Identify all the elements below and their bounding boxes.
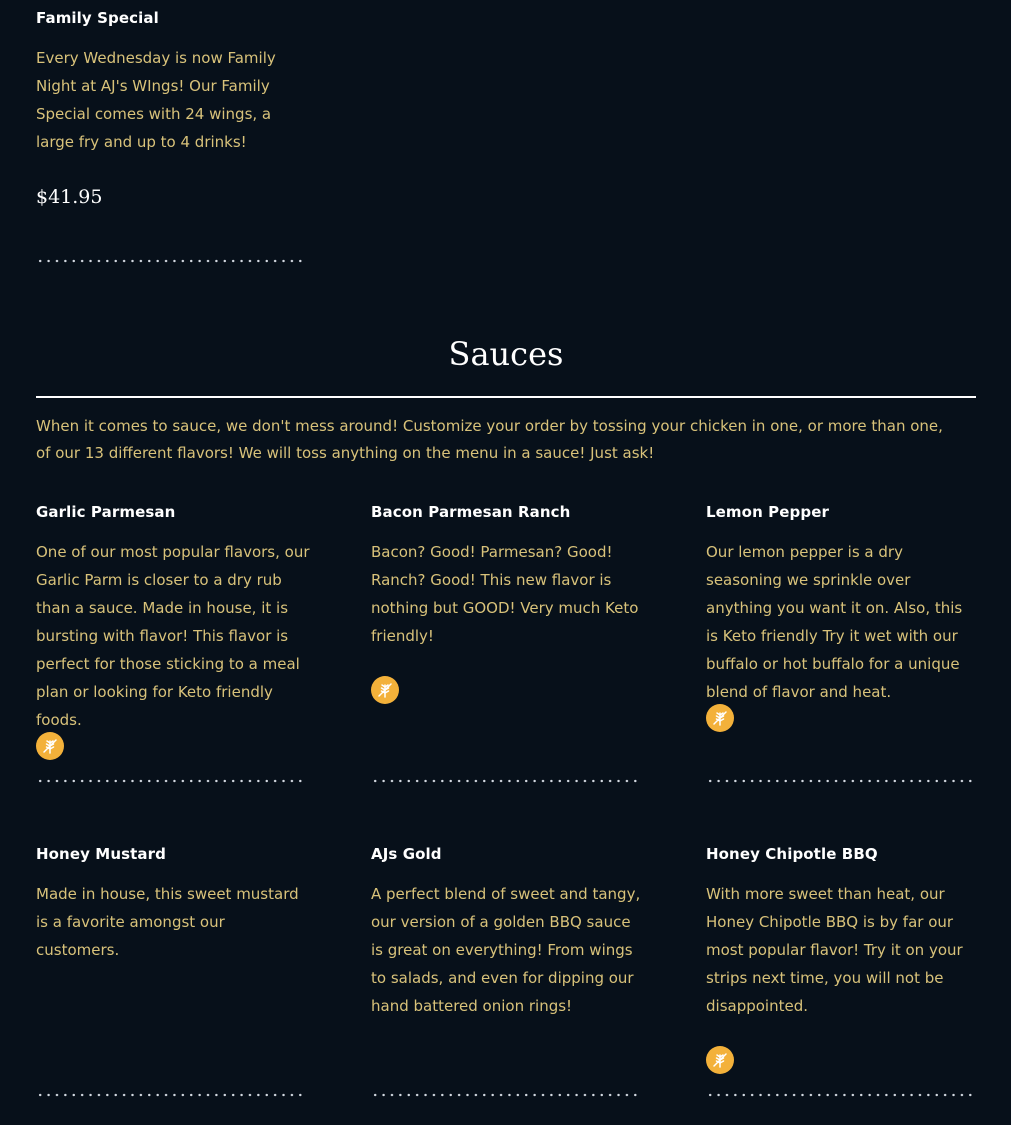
sauce-title: Lemon Pepper [706,503,829,521]
sauce-item-garlic-parmesan [36,502,310,792]
sauce-description: One of our most popular flavors, our Garlic Parm is closer to a dry rub than a sauce. Made in house, it is bursting with flavor! This flavor is perfect for those sticking to a meal plan or looking for Keto friendly foods. [36,543,310,729]
sauce-description: Bacon? Good! Parmesan? Good! Ranch? Good! This new flavor is nothing but GOOD! Very much Keto friendly! [371,543,639,645]
dotted-divider [36,1093,306,1097]
sauce-description: With more sweet than heat, our Honey Chipotle BBQ is by far our most popular flavor! Try it on your strips next time, you will not be disappointed. [706,885,963,1015]
sauce-title: Bacon Parmesan Ranch [371,503,571,521]
dotted-divider [36,779,306,783]
dotted-divider [36,259,306,263]
dotted-divider [371,779,641,783]
wheat-free-icon [706,704,734,732]
section-title-sauces: Sauces [448,335,564,373]
dotted-divider [706,1093,976,1097]
sauce-item-bacon-parmesan-ranch [371,502,641,792]
menu-item-title: Family Special [36,9,159,27]
sauce-item-lemon-pepper [706,502,976,792]
wheat-free-icon [371,676,399,704]
dotted-divider [371,1093,641,1097]
sauce-item-honey-mustard [36,844,306,1104]
sauce-title: Honey Mustard [36,845,166,863]
menu-item-family-special [36,8,306,268]
sauce-description: Our lemon pepper is a dry seasoning we sprinkle over anything you want it on. Also, this is Keto friendly Try it wet with our buffalo or hot buffalo for a unique blend of flavor and heat. [706,543,963,701]
sauce-description: Made in house, this sweet mustard is a favorite amongst our customers. [36,885,299,959]
wheat-free-icon [706,1046,734,1074]
sauce-description: A perfect blend of sweet and tangy, our version of a golden BBQ sauce is great on everything! From wings to salads, and even for dipping our hand battered onion rings! [371,885,641,1015]
sauce-item-ajs-gold [371,844,641,1104]
sauce-title: Honey Chipotle BBQ [706,845,878,863]
sauce-item-honey-chipotle-bbq [706,844,976,1104]
menu-item-price: $41.95 [36,186,103,208]
sauce-title: AJs Gold [371,845,442,863]
dotted-divider [706,779,976,783]
wheat-free-icon [36,732,64,760]
menu-item-description: Every Wednesday is now Family Night at AJ's WIngs! Our Family Special comes with 24 wings, a large fry and up to 4 drinks! [36,49,276,151]
section-divider [36,396,976,398]
sauce-title: Garlic Parmesan [36,503,176,521]
section-intro: When it comes to sauce, we don't mess around! Customize your order by tossing your chicken in one, or more than one, of our 13 different flavors! We will toss anything on the menu in a sauce! Just ask! [36,417,943,462]
